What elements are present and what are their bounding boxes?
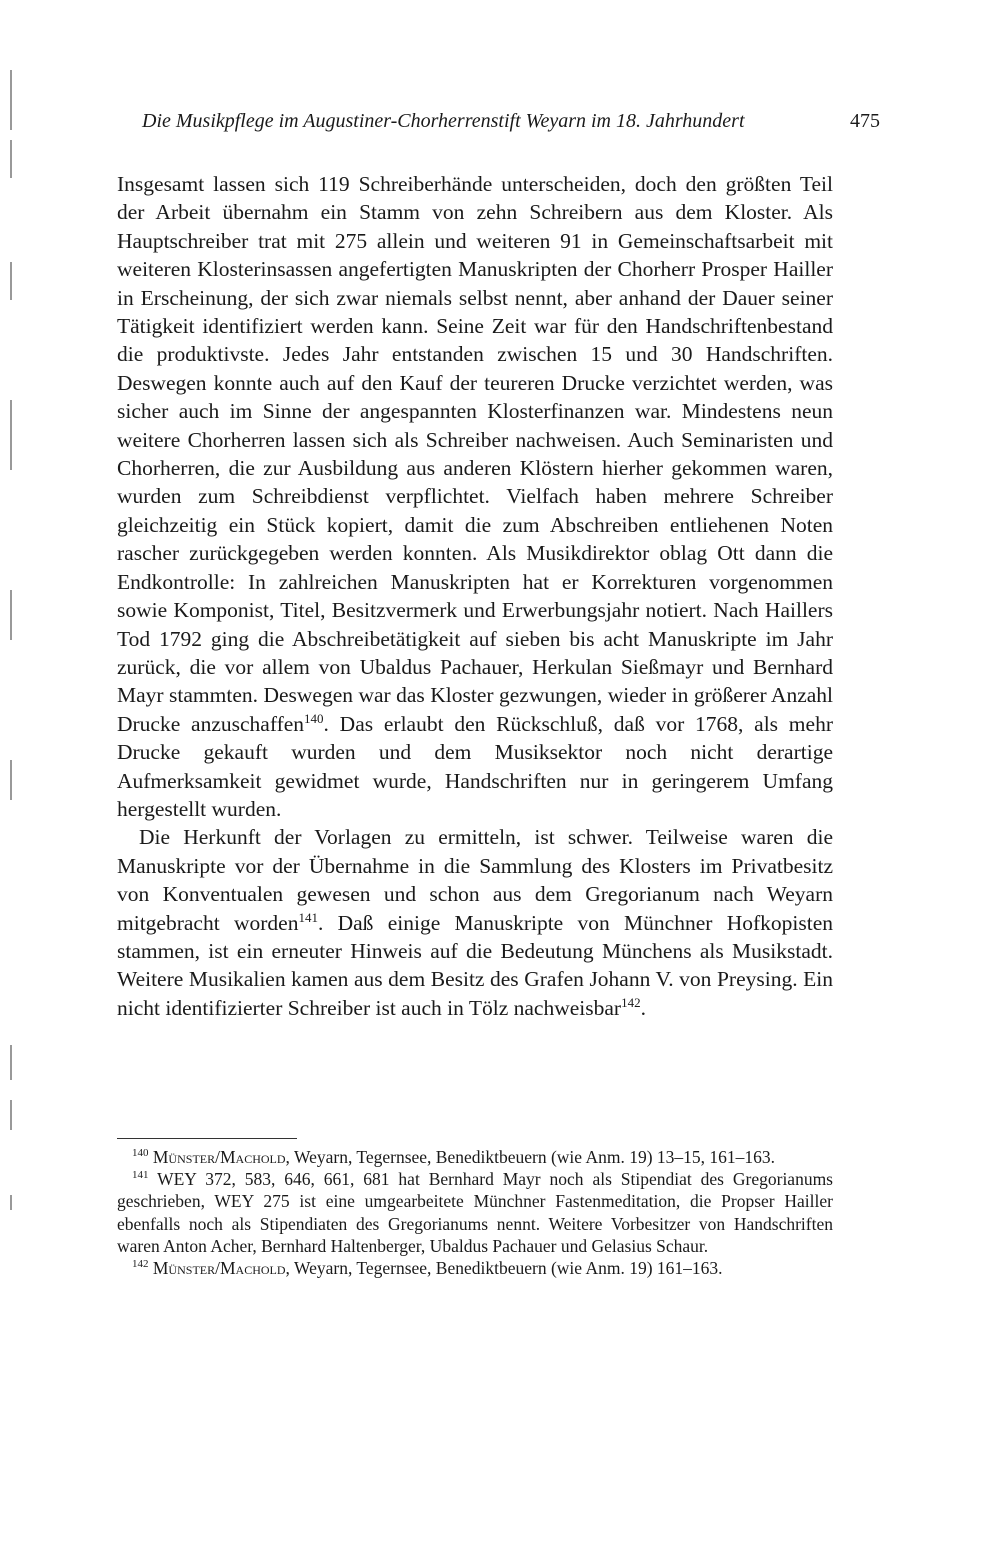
footnote-140 — [117, 1146, 833, 1168]
page-number: 475 — [850, 110, 880, 132]
main-text — [117, 170, 833, 1022]
scan-edge-marks — [8, 0, 14, 1557]
footnote-number: 141 — [132, 1169, 149, 1182]
footnote-author: Münster/Machold — [152, 1147, 286, 1167]
footnote-142 — [117, 1257, 833, 1279]
footnote-text: , Weyarn, Tegernsee, Benediktbeuern (wie Anm. 19) 13–15, 161–163. — [285, 1147, 776, 1167]
footnote-ref-142: 142 — [621, 994, 641, 1010]
paragraph-2-text-b: . Daß einige Manuskripte von Münchner Hofkopisten stammen, ist ein erneuter Hinweis auf die Bedeutung Münchens als Musikstadt. Weitere Musikalien kamen aus dem Besitz des Grafen Johann V. von Preysing. Ein nicht identifizierter Schreiber ist auch in Tölz nachweisbar — [117, 910, 833, 1020]
footnote-number: 142 — [132, 1258, 149, 1271]
footnotes — [117, 1146, 833, 1279]
footnote-number: 140 — [132, 1147, 149, 1160]
footnote-divider — [117, 1138, 297, 1139]
paragraph-2 — [117, 823, 833, 1022]
paragraph-1-text-a: Insgesamt lassen sich 119 Schreiberhände unterscheiden, doch den größten Teil der Arbeit übernahm ein Stamm von zehn Schreibern aus dem Kloster. Als Hauptschreiber trat mit 275 allein und weiteren 91 in Gemeinschaftsarbeit mit weiteren Klosterinsassen angefertigten Manuskripten der Chorherr Prosper Hailler in Erscheinung, der sich zwar niemals selbst nennt, aber anhand der Dauer seiner Tätigkeit identifiziert werden kann. Seine Zeit war für den Handschriftenbestand die produktivste. Jedes Jahr entstanden zwischen 15 und 30 Handschriften. Deswegen konnte auch auf den Kauf der teureren Drucke verzichtet werden, was sicher auch im Sinne der angespannten Klosterfinanzen war. Mindestens neun weitere Chorherren lassen sich als Schreiber nachweisen. Auch Seminaristen und Chorherren, die zur Ausbildung aus anderen Klöstern hierher gekommen waren, wurden zum Schreibdienst verpflichtet. Vielfach haben mehrere Schreiber gleichzeitig ein Stück kopiert, damit die zum Abschreiben entliehenen Noten rascher zurückgegeben werden konnten. Als Musikdirektor oblag Ott dann die Endkontrolle: In zahlreichen Manuskripten hat er Korrekturen vorgenommen sowie Komponist, Titel, Besitzvermerk und Erwerbungsjahr notiert. Nach Haillers Tod 1792 ging die Abschreibetätigkeit auf sieben bis acht Manuskripte im Jahr zurück, die vor allem von Ubaldus Pachauer, Herkulan Sießmayr und Bernhard Mayr stammten. Deswegen war das Kloster gezwungen, wieder in größerer Anzahl Drucke anzuschaffen — [117, 172, 833, 736]
page-header — [142, 110, 880, 138]
footnote-ref-140: 140 — [304, 710, 324, 726]
footnote-text: , Weyarn, Tegernsee, Benediktbeuern (wie Anm. 19) 161–163. — [285, 1258, 723, 1279]
footnote-141 — [117, 1168, 833, 1257]
footnote-ref-141: 141 — [298, 909, 318, 925]
footnote-author: Münster/Machold — [152, 1258, 286, 1279]
paragraph-1-text-b: . Das erlaubt den Rückschluß, daß vor 1768, als mehr Drucke gekauft wurden und dem Musiksektor noch nicht derartige Aufmerksamkeit gewidmet wurde, Handschriften nur in geringerem Umfang hergestellt wurden. — [117, 711, 833, 821]
paragraph-2-text-a: Die Herkunft der Vorlagen zu ermitteln, ist schwer. Teilweise waren die Manuskripte vor der Übernahme in die Sammlung des Klosters im Privatbesitz von Konventualen gewesen und schon aus dem Gregorianum nach Weyarn mitgebracht worden — [117, 825, 833, 935]
running-title: Die Musikpflege im Augustiner-Chorherrenstift Weyarn im 18. Jahrhundert — [142, 110, 745, 132]
paragraph-1 — [117, 170, 833, 823]
paragraph-2-text-c: . — [640, 995, 646, 1020]
footnote-text: WEY 372, 583, 646, 661, 681 hat Bernhard Mayr noch als Stipendiat des Gregorianums geschrieben, WEY 275 ist eine umgearbeitete Münchner Fastenmeditation, die Propser Hailler ebenfalls noch als Stipendiaten des Gregorianums nennt. Weitere Vorbesitzer von Handschriften waren Anton Acher, Bernhard Haltenberger, Ubaldus Pachauer und Gelasius Schaur. — [117, 1169, 833, 1256]
